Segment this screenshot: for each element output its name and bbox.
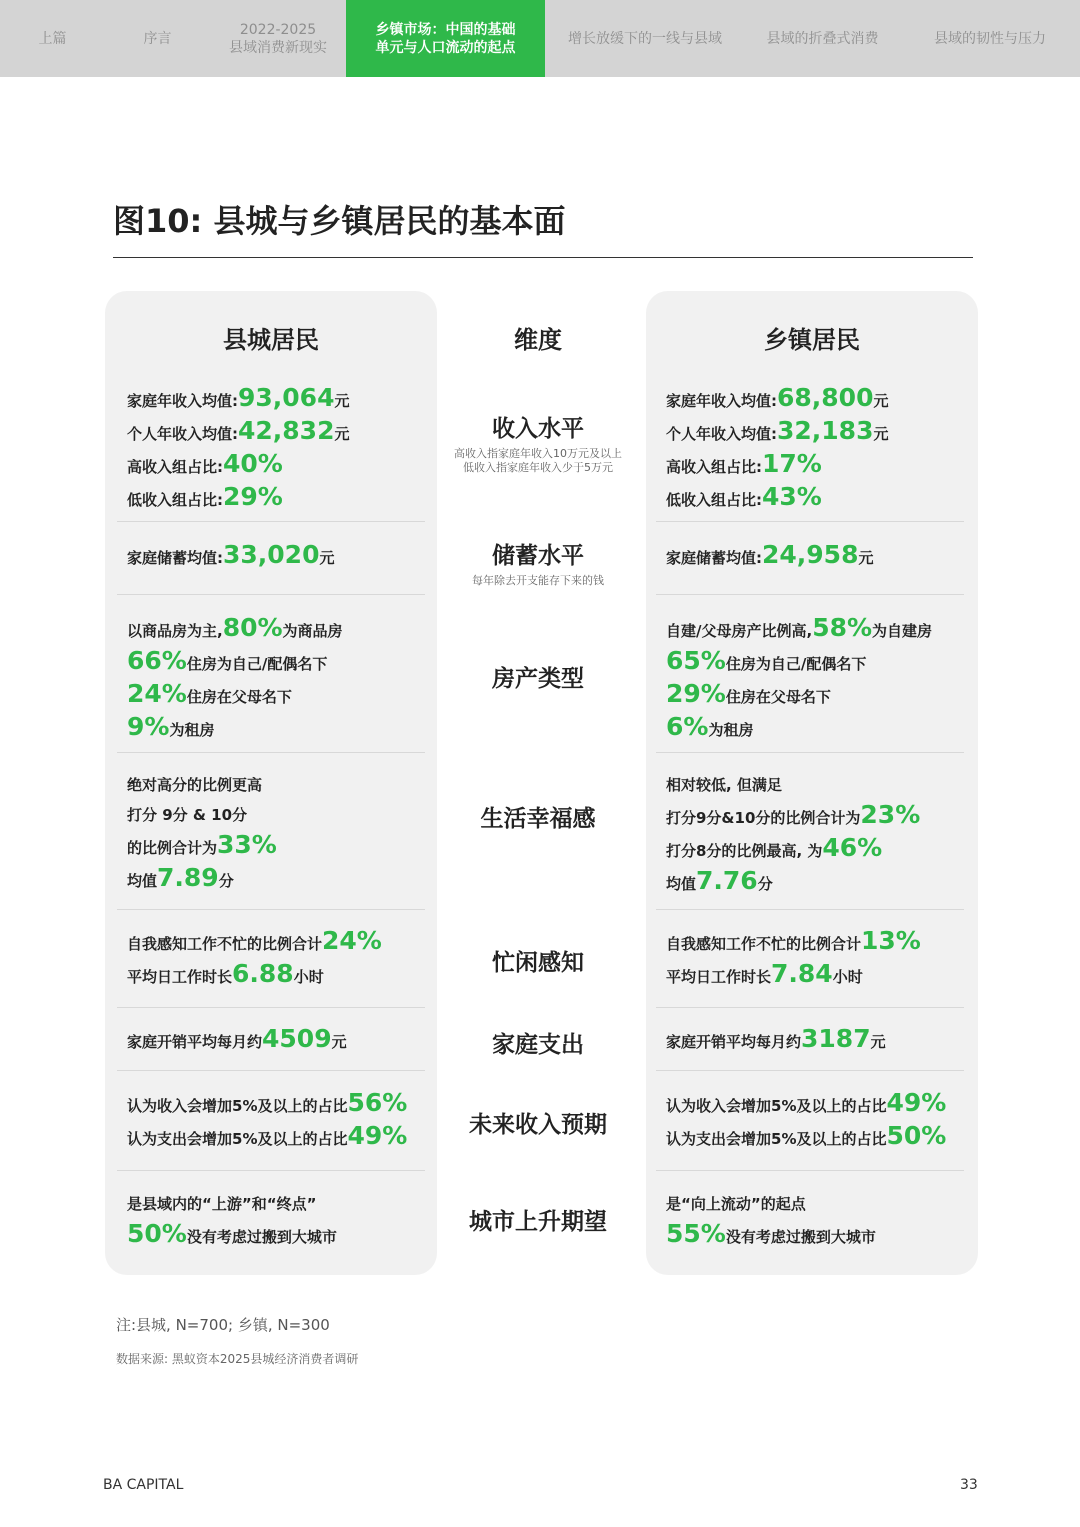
dimension-note: 高收入指家庭年收入10万元及以上 低收入指家庭年收入少于5万元	[454, 447, 622, 474]
stat-value: 3187	[801, 1024, 871, 1053]
brand-name: BA CAPITAL	[103, 1477, 184, 1493]
stat-value: 17%	[762, 449, 822, 478]
stat-label: 是县域内的“上游”和“终点”	[127, 1195, 317, 1213]
township-cell-2	[666, 613, 932, 745]
right-row-2-line-2	[666, 679, 932, 712]
page-number: 33	[960, 1477, 978, 1493]
left-row-3-line-3	[127, 863, 277, 896]
left-row-5-line-0	[127, 1024, 347, 1057]
stat-label: 认为收入会增加5%及以上的占比	[127, 1097, 348, 1115]
tab-folded-consumption[interactable]: 县域的折叠式消费	[766, 30, 879, 47]
stat-value: 7.76	[696, 866, 758, 895]
row-divider	[656, 1070, 964, 1071]
row-divider	[656, 909, 964, 910]
dimension-4	[440, 944, 636, 977]
left-row-0-line-1	[127, 416, 350, 449]
right-row-5-line-0	[666, 1024, 886, 1057]
stat-value: 6.88	[232, 959, 294, 988]
stat-value: 65%	[666, 646, 726, 675]
dimension-7	[440, 1203, 636, 1236]
stat-suffix: 为租房	[169, 721, 215, 739]
county-cell-7	[127, 1189, 337, 1252]
stat-label: 个人年收入均值:	[127, 425, 238, 443]
right-row-7-line-0	[666, 1189, 876, 1219]
dimension-header: 维度	[514, 326, 562, 354]
stat-value: 43%	[762, 482, 822, 511]
stat-label: 认为支出会增加5%及以上的占比	[127, 1130, 348, 1148]
right-row-2-line-1	[666, 646, 932, 679]
stat-label: 打分 9分 & 10分	[127, 806, 248, 824]
stat-value: 42,832	[238, 416, 335, 445]
stat-label: 低收入组占比:	[127, 491, 223, 509]
left-row-2-line-2	[127, 679, 343, 712]
dimension-label: 房产类型	[492, 666, 584, 692]
left-row-7-line-0	[127, 1189, 337, 1219]
stat-value: 40%	[223, 449, 283, 478]
left-row-2-line-1	[127, 646, 343, 679]
dimension-label: 家庭支出	[492, 1032, 584, 1058]
stat-value: 33,020	[223, 540, 320, 569]
county-header: 县城居民	[223, 326, 319, 354]
stat-value: 6%	[666, 712, 709, 741]
row-divider	[656, 752, 964, 753]
stat-suffix: 元	[319, 549, 335, 567]
stat-label: 以商品房为主,	[127, 622, 223, 640]
stat-value: 7.89	[157, 863, 219, 892]
right-row-3-line-3	[666, 866, 920, 899]
stat-value: 68,800	[777, 383, 874, 412]
left-row-6-line-1	[127, 1121, 407, 1154]
stat-label: 家庭年收入均值:	[666, 392, 777, 410]
stat-suffix: 住房在父母名下	[186, 688, 292, 706]
right-row-0-line-1	[666, 416, 889, 449]
stat-suffix: 分	[218, 872, 234, 890]
row-divider	[117, 752, 425, 753]
stat-suffix: 元	[334, 425, 350, 443]
dimension-6	[440, 1106, 636, 1139]
stat-label: 低收入组占比:	[666, 491, 762, 509]
stat-value: 4509	[262, 1024, 332, 1053]
tab-part-one[interactable]: 上篇	[38, 30, 67, 47]
stat-suffix: 元	[870, 1033, 886, 1051]
left-row-3-line-1	[127, 800, 277, 830]
stat-value: 29%	[666, 679, 726, 708]
stat-value: 24,958	[762, 540, 859, 569]
stat-value: 33%	[217, 830, 277, 859]
stat-label: 自我感知工作不忙的比例合计	[127, 935, 323, 953]
stat-label: 绝对高分的比例更高	[127, 776, 263, 794]
stat-label: 自建/父母房产比例高,	[666, 622, 813, 640]
stat-label: 认为支出会增加5%及以上的占比	[666, 1130, 887, 1148]
county-cell-5	[127, 1024, 347, 1057]
left-row-4-line-0	[127, 926, 382, 959]
dimension-label: 储蓄水平	[492, 543, 584, 569]
tab-township-market[interactable]: 乡镇市场：中国的基础 单元与人口流动的起点	[346, 0, 545, 77]
stat-label: 均值	[666, 875, 697, 893]
row-divider	[117, 594, 425, 595]
stat-suffix: 住房为自己/配偶名下	[725, 655, 867, 673]
stat-suffix: 住房为自己/配偶名下	[186, 655, 328, 673]
stat-label: 均值	[127, 872, 158, 890]
right-row-3-line-0	[666, 770, 920, 800]
dimension-label: 忙闲感知	[492, 950, 584, 976]
stat-value: 80%	[222, 613, 283, 642]
dimension-label: 生活幸福感	[480, 806, 596, 832]
stat-label: 家庭储蓄均值:	[666, 549, 762, 567]
stat-value: 32,183	[777, 416, 874, 445]
stat-value: 9%	[127, 712, 170, 741]
county-cell-0	[127, 383, 350, 515]
left-row-1-line-0	[127, 540, 335, 573]
row-divider	[656, 521, 964, 522]
stat-label: 打分8分的比例最高, 为	[666, 842, 823, 860]
stat-suffix: 没有考虑过搬到大城市	[186, 1228, 337, 1246]
stat-suffix: 元	[873, 392, 889, 410]
stat-value: 23%	[860, 800, 921, 829]
data-source: 数据来源: 黑蚁资本2025县城经济消费者调研	[116, 1352, 359, 1366]
dimension-label: 城市上升期望	[469, 1209, 607, 1235]
township-cell-4	[666, 926, 921, 992]
left-row-3-line-2	[127, 830, 277, 863]
right-row-4-line-1	[666, 959, 921, 992]
stat-value: 55%	[666, 1219, 726, 1248]
county-cell-1	[127, 540, 335, 573]
dimension-label: 未来收入预期	[469, 1112, 607, 1138]
left-row-6-line-0	[127, 1088, 407, 1121]
left-row-0-line-0	[127, 383, 350, 416]
right-row-3-line-1	[666, 800, 920, 833]
stat-value: 29%	[223, 482, 283, 511]
right-row-0-line-2	[666, 449, 889, 482]
figure-title: 图10: 县城与乡镇居民的基本面	[113, 202, 566, 240]
stat-suffix: 元	[858, 549, 874, 567]
dimension-1	[440, 537, 636, 588]
stat-value: 49%	[886, 1088, 947, 1117]
county-cell-6	[127, 1088, 407, 1154]
left-row-2-line-3	[127, 712, 343, 745]
sample-note: 注:县城, N=700; 乡镇, N=300	[116, 1316, 330, 1334]
dimension-3	[440, 800, 636, 833]
stat-value: 56%	[347, 1088, 408, 1117]
stat-label: 相对较低, 但满足	[666, 776, 782, 794]
stat-value: 49%	[347, 1121, 408, 1150]
stat-value: 50%	[127, 1219, 187, 1248]
stat-value: 66%	[127, 646, 187, 675]
township-cell-6	[666, 1088, 946, 1154]
stat-suffix: 元	[331, 1033, 347, 1051]
left-row-7-line-1	[127, 1219, 337, 1252]
dimension-label: 收入水平	[492, 416, 584, 442]
township-header: 乡镇居民	[764, 326, 860, 354]
stat-suffix: 小时	[832, 968, 863, 986]
left-row-3-line-0	[127, 770, 277, 800]
stat-label: 高收入组占比:	[666, 458, 762, 476]
stat-suffix: 住房在父母名下	[725, 688, 831, 706]
township-cell-5	[666, 1024, 886, 1057]
right-row-0-line-0	[666, 383, 889, 416]
stat-label: 平均日工作时长	[127, 968, 233, 986]
stat-value: 46%	[822, 833, 883, 862]
stat-label: 的比例合计为	[127, 839, 218, 857]
stat-label: 认为收入会增加5%及以上的占比	[666, 1097, 887, 1115]
stat-value: 58%	[812, 613, 873, 642]
stat-label: 家庭开销平均每月约	[666, 1033, 802, 1051]
stat-value: 7.84	[771, 959, 833, 988]
stat-value: 50%	[886, 1121, 947, 1150]
right-row-6-line-0	[666, 1088, 946, 1121]
right-row-1-line-0	[666, 540, 874, 573]
stat-suffix: 为租房	[708, 721, 754, 739]
right-row-6-line-1	[666, 1121, 946, 1154]
tab-growth-slowdown[interactable]: 增长放缓下的一线与县域	[568, 30, 722, 47]
stat-suffix: 小时	[293, 968, 324, 986]
stat-suffix: 元	[873, 425, 889, 443]
stat-suffix: 元	[334, 392, 350, 410]
tab-county-consumption[interactable]: 2022-2025 县域消费新现实	[229, 21, 327, 56]
left-row-2-line-0	[127, 613, 343, 646]
stat-label: 家庭储蓄均值:	[127, 549, 223, 567]
stat-suffix: 为自建房	[872, 622, 933, 640]
stat-label: 家庭年收入均值:	[127, 392, 238, 410]
row-divider	[117, 1070, 425, 1071]
stat-value: 24%	[127, 679, 187, 708]
stat-label: 打分9分&10分的比例合计为	[666, 809, 861, 827]
stat-label: 平均日工作时长	[666, 968, 772, 986]
top-nav	[0, 0, 1080, 77]
stat-suffix: 没有考虑过搬到大城市	[725, 1228, 876, 1246]
tab-preface[interactable]: 序言	[143, 30, 172, 47]
row-divider	[656, 594, 964, 595]
row-divider	[656, 1007, 964, 1008]
stat-label: 自我感知工作不忙的比例合计	[666, 935, 862, 953]
stat-label: 是“向上流动”的起点	[666, 1195, 806, 1213]
stat-label: 家庭开销平均每月约	[127, 1033, 263, 1051]
row-divider	[117, 1170, 425, 1171]
row-divider	[656, 1170, 964, 1171]
row-divider	[117, 909, 425, 910]
right-row-4-line-0	[666, 926, 921, 959]
county-cell-2	[127, 613, 343, 745]
county-cell-3	[127, 770, 277, 896]
dimension-note: 每年除去开支能存下来的钱	[472, 574, 604, 587]
township-cell-0	[666, 383, 889, 515]
stat-value: 93,064	[238, 383, 335, 412]
dimension-0	[440, 410, 636, 475]
tab-resilience-pressure[interactable]: 县域的韧性与压力	[934, 30, 1046, 47]
county-cell-4	[127, 926, 382, 992]
stat-suffix: 为商品房	[282, 622, 343, 640]
left-row-0-line-3	[127, 482, 350, 515]
township-cell-1	[666, 540, 874, 573]
township-cell-3	[666, 770, 920, 899]
township-cell-7	[666, 1189, 876, 1252]
right-row-3-line-2	[666, 833, 920, 866]
left-row-4-line-1	[127, 959, 382, 992]
right-row-0-line-3	[666, 482, 889, 515]
row-divider	[117, 521, 425, 522]
title-divider	[113, 257, 973, 258]
stat-label: 高收入组占比:	[127, 458, 223, 476]
stat-label: 个人年收入均值:	[666, 425, 777, 443]
right-row-7-line-1	[666, 1219, 876, 1252]
stat-value: 24%	[322, 926, 382, 955]
stat-suffix: 分	[757, 875, 773, 893]
dimension-2	[440, 660, 636, 693]
right-row-2-line-3	[666, 712, 932, 745]
left-row-0-line-2	[127, 449, 350, 482]
dimension-5	[440, 1026, 636, 1059]
row-divider	[117, 1007, 425, 1008]
right-row-2-line-0	[666, 613, 932, 646]
stat-value: 13%	[861, 926, 921, 955]
